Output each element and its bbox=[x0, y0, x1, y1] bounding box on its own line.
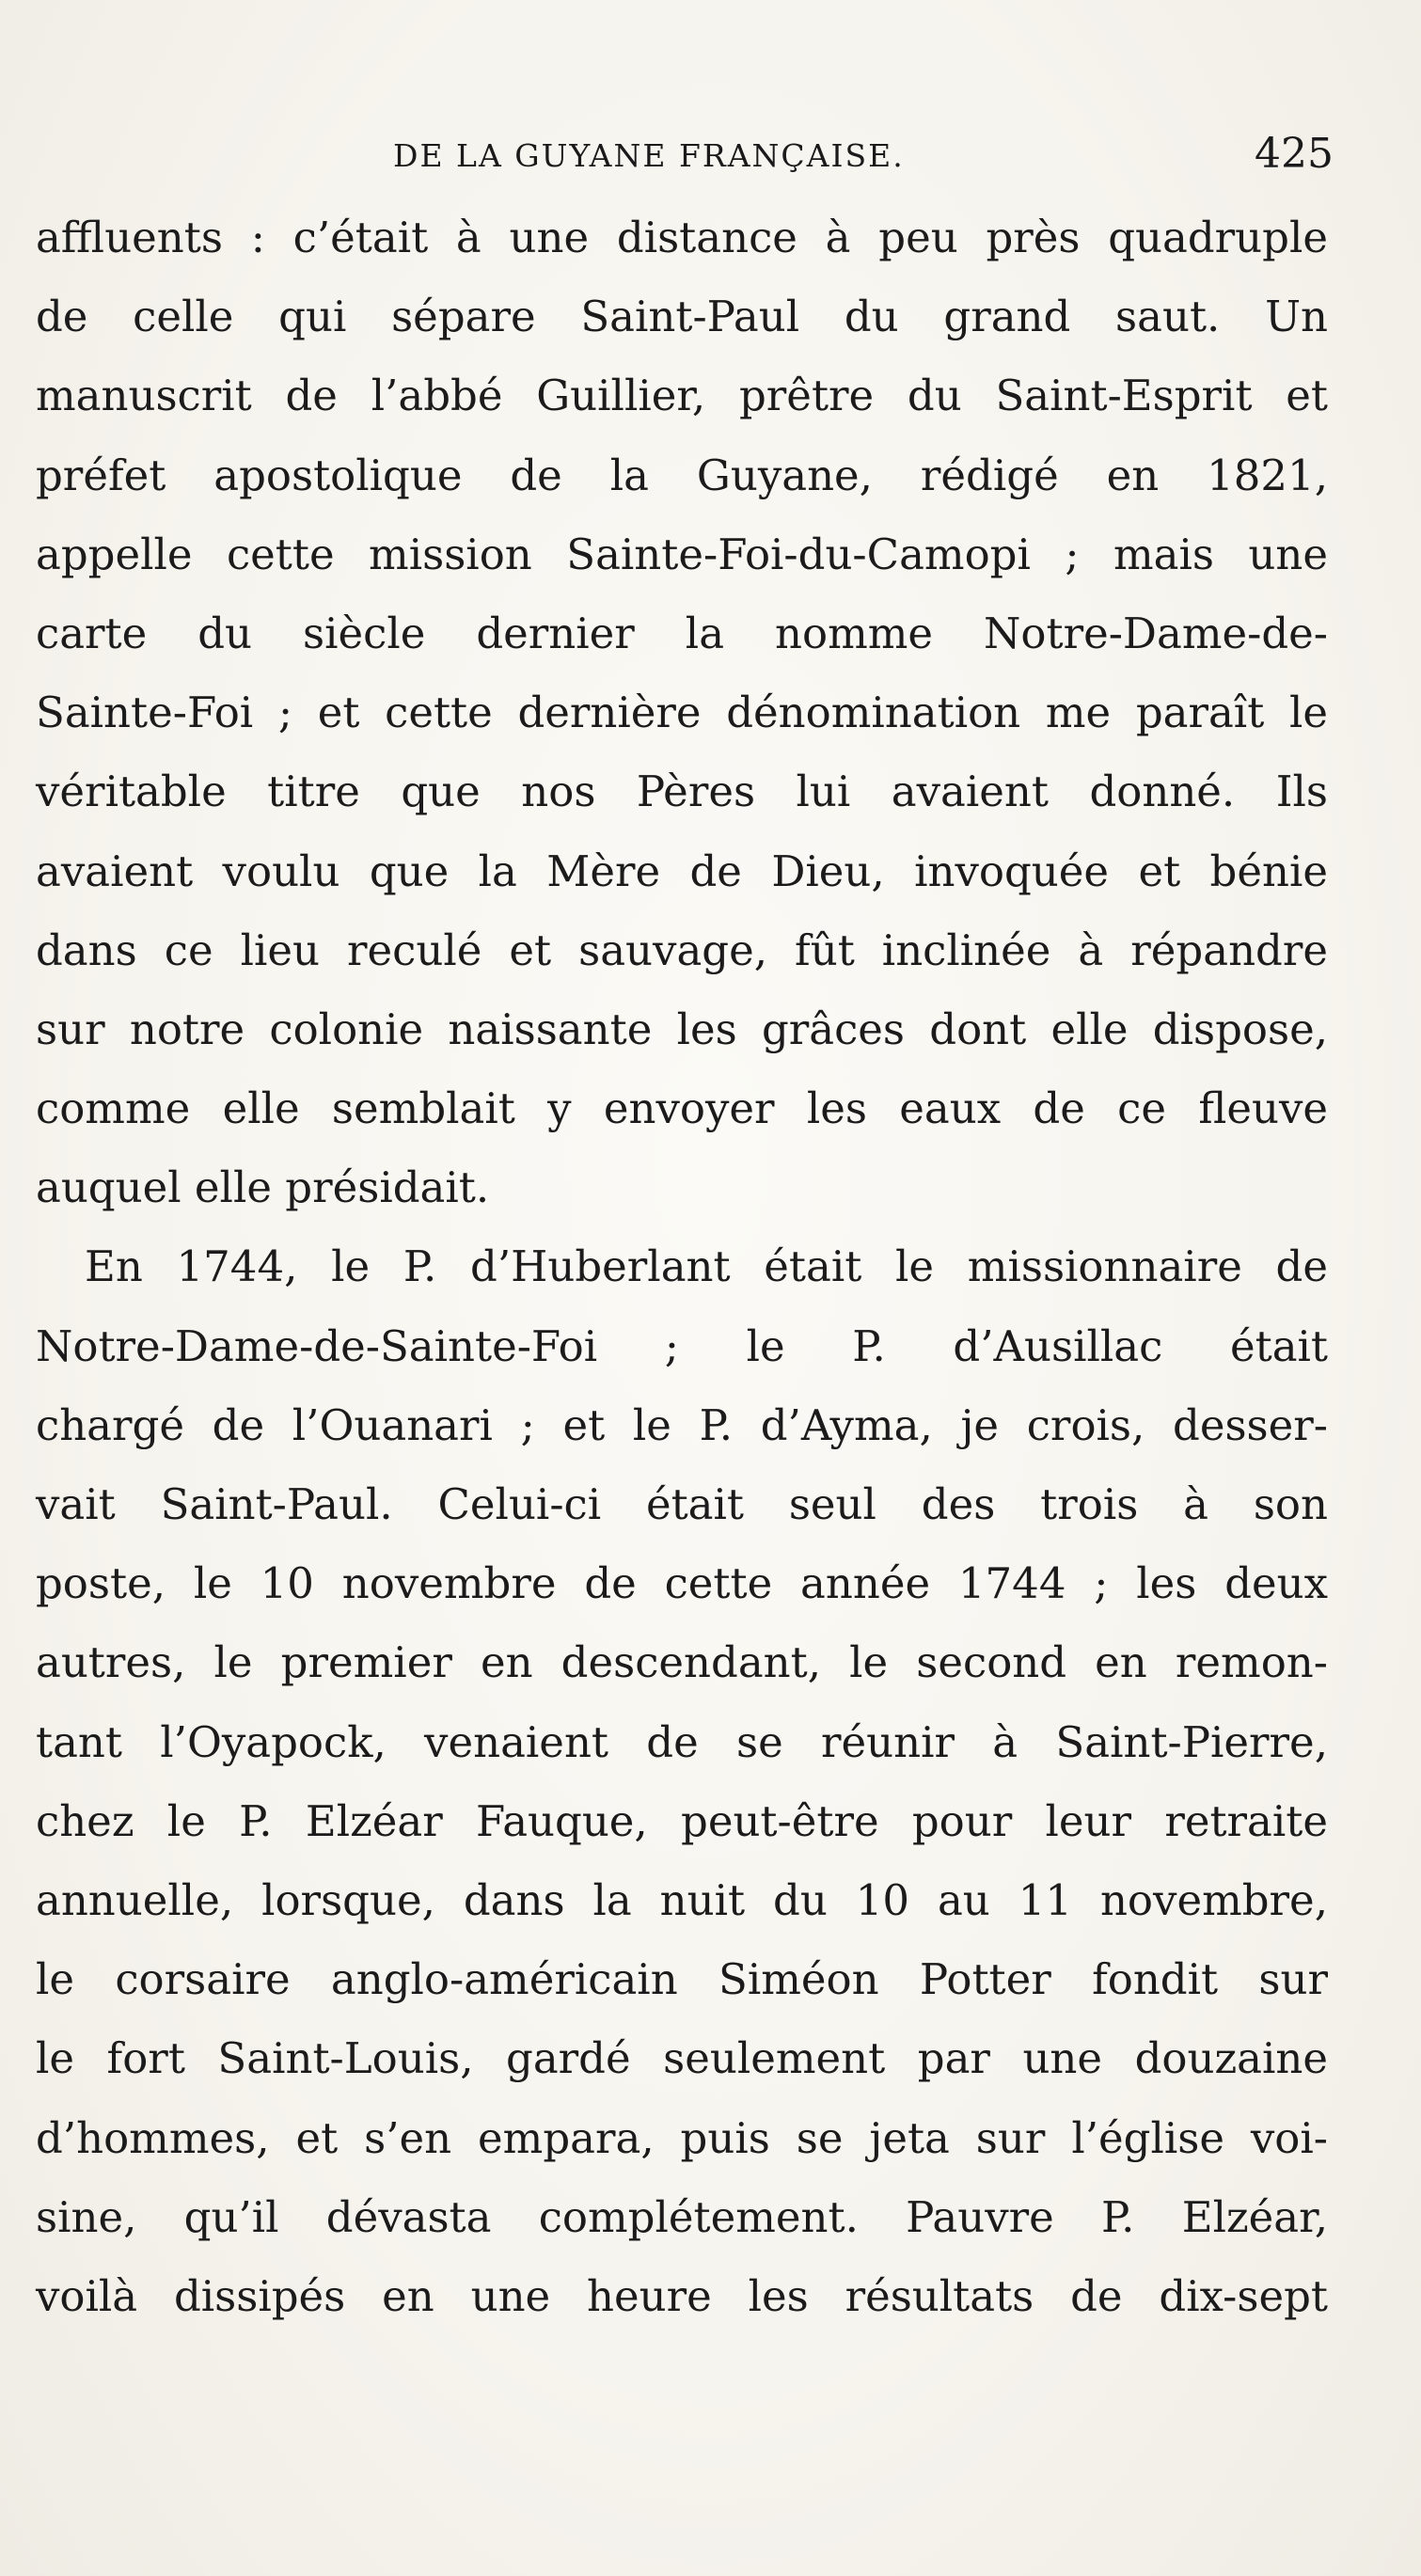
text-line: de celle qui sépare Saint-Paul du grand saut. Un bbox=[36, 292, 1328, 342]
text-line: sine, qu’il dévasta complétement. Pauvre P. Elzéar, bbox=[36, 2191, 1328, 2242]
text-line: poste, le 10 novembre de cette année 1744 ; les deux bbox=[36, 1558, 1328, 1609]
text-line: voilà dissipés en une heure les résultats de dix-sept bbox=[36, 2270, 1328, 2321]
text-line: appelle cette mission Sainte-Foi-du-Camopi ; mais une bbox=[36, 529, 1328, 579]
text-line: affluents : c’était à une distance à peu près quadruple bbox=[36, 213, 1328, 262]
text-line: le fort Saint-Louis, gardé seulement par une douzaine bbox=[36, 2033, 1328, 2084]
text-line: avaient voulu que la Mère de Dieu, invoquée et bénie bbox=[36, 845, 1328, 896]
text-line: véritable titre que nos Pères lui avaient donné. Ils bbox=[36, 766, 1328, 817]
text-line: annuelle, lorsque, dans la nuit du 10 au 11 novembre, bbox=[36, 1874, 1328, 1925]
page-number: 425 bbox=[1255, 130, 1334, 178]
text-line: autres, le premier en descendant, le second en remon- bbox=[36, 1637, 1328, 1688]
text-line: sur notre colonie naissante les grâces dont elle dispose, bbox=[36, 1004, 1328, 1054]
text-line: Sainte-Foi ; et cette dernière dénomination me paraît le bbox=[36, 687, 1328, 738]
text-line: tant l’Oyapock, venaient de se réunir à Saint-Pierre, bbox=[36, 1716, 1328, 1767]
text-line: Notre-Dame-de-Sainte-Foi ; le P. d’Ausillac était bbox=[36, 1320, 1328, 1371]
text-line: carte du siècle dernier la nomme Notre-Dame-de- bbox=[36, 608, 1328, 658]
text-line: comme elle semblait y envoyer les eaux de ce fleuve bbox=[36, 1083, 1328, 1134]
text-line: auquel elle présidait. bbox=[36, 1162, 490, 1213]
text-line: En 1744, le P. d’Huberlant était le missionnaire de bbox=[85, 1241, 1328, 1292]
text-line: vait Saint-Paul. Celui-ci était seul des trois à son bbox=[36, 1479, 1328, 1529]
running-title: DE LA GUYANE FRANÇAISE. bbox=[393, 137, 905, 174]
text-line: chez le P. Elzéar Fauque, peut-être pour leur retraite bbox=[36, 1795, 1328, 1846]
text-line: manuscrit de l’abbé Guillier, prêtre du Saint-Esprit et bbox=[36, 371, 1328, 421]
text-line: dans ce lieu reculé et sauvage, fût inclinée à répandre bbox=[36, 925, 1328, 975]
text-line: chargé de l’Ouanari ; et le P. d’Ayma, je crois, desser- bbox=[36, 1399, 1328, 1450]
text-line: d’hommes, et s’en empara, puis se jeta sur l’église voi- bbox=[36, 2112, 1328, 2163]
text-line: préfet apostolique de la Guyane, rédigé en 1821, bbox=[36, 450, 1328, 500]
body-text bbox=[36, 198, 1328, 2336]
text-line: le corsaire anglo-américain Siméon Potter fondit sur bbox=[36, 1954, 1328, 2005]
paragraph-2 bbox=[36, 1227, 1328, 2336]
paragraph-1 bbox=[36, 198, 1328, 1227]
page-header bbox=[34, 130, 1334, 186]
